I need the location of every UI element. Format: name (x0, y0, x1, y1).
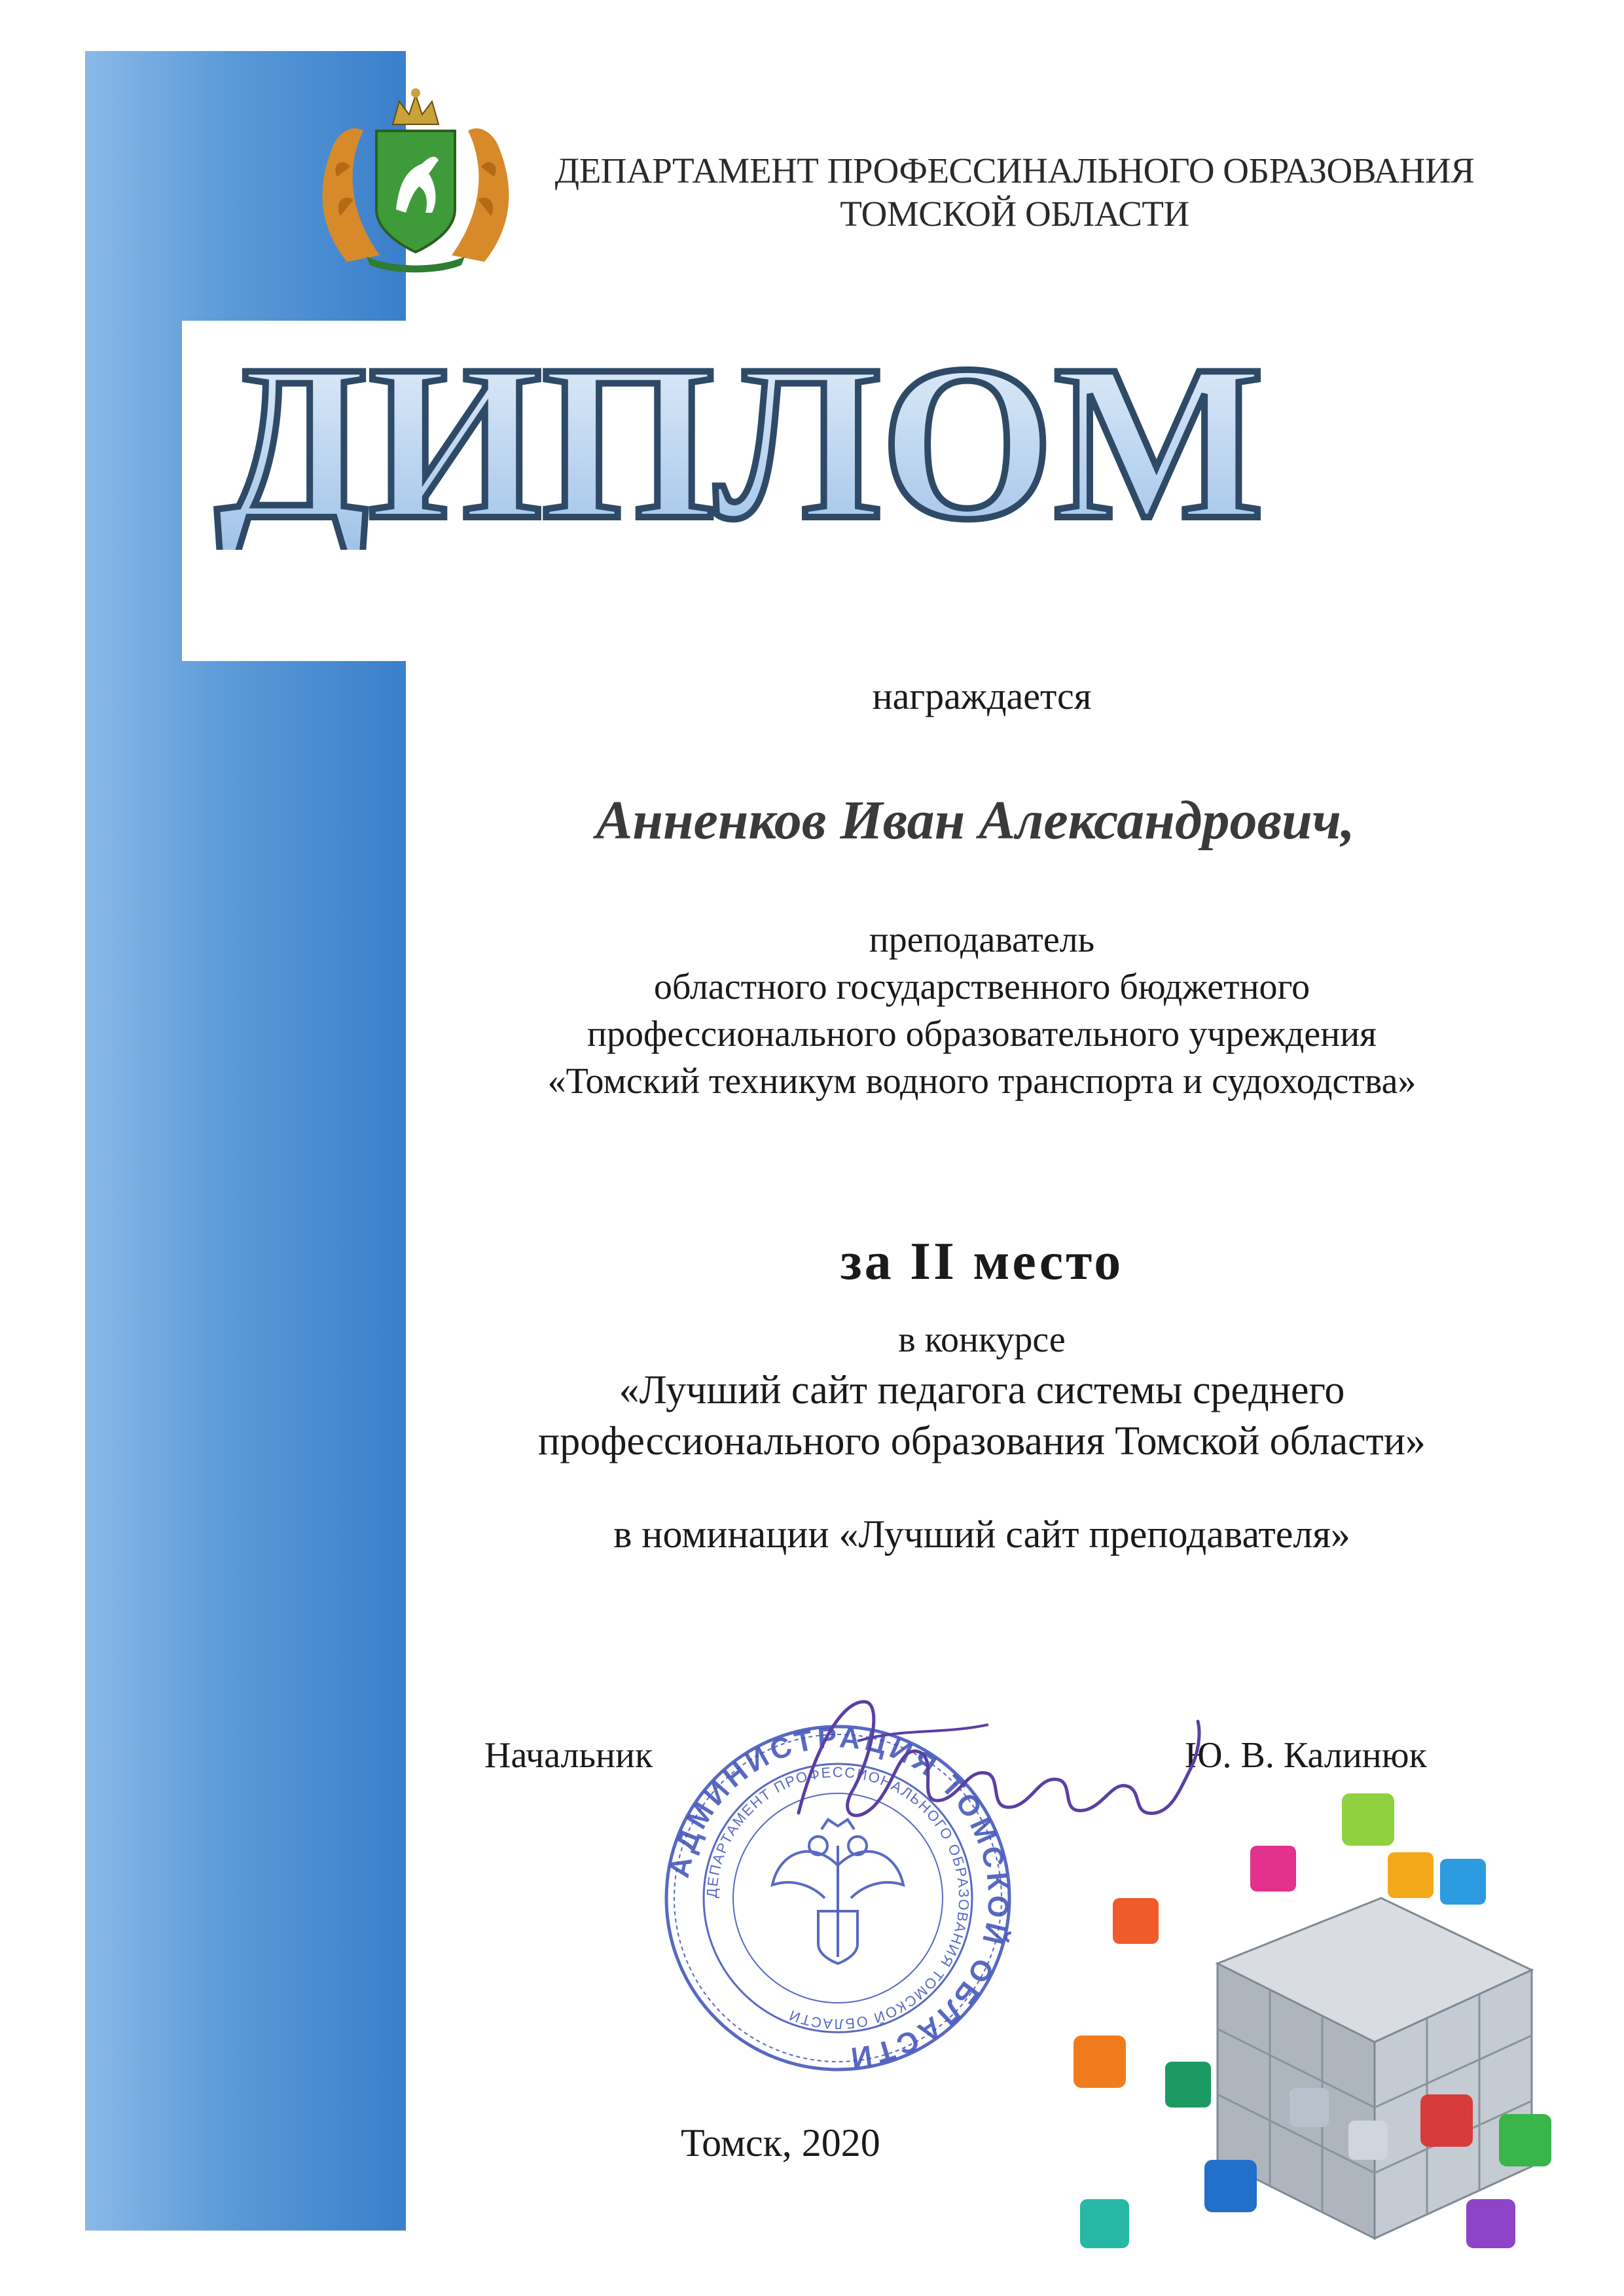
recipient-position (458, 916, 1506, 1105)
position-line: профессионального образовательного учреждения (587, 1014, 1377, 1054)
contest-name (393, 1365, 1571, 1467)
department-line-1: ДЕПАРТАМЕНТ ПРОФЕССИНАЛЬНОГО ОБРАЗОВАНИЯ (554, 151, 1475, 190)
place-date: Томск, 2020 (681, 2121, 880, 2164)
signatory-name: Ю. В. Калинюк (1185, 1735, 1427, 1776)
recipient-name: Анненков Иван Александрович, (596, 790, 1355, 851)
nomination: в номинации «Лучший сайт преподавателя» (613, 1513, 1350, 1556)
contest-name-line-1: «Лучший сайт педагога системы среднего (619, 1368, 1345, 1412)
award-place: за II место (840, 1231, 1124, 1291)
department-header (537, 149, 1492, 236)
position-line: преподаватель (869, 920, 1095, 960)
awarded-label: награждается (872, 675, 1092, 717)
signatory-title: Начальник (484, 1735, 653, 1776)
diploma-title (190, 327, 1290, 550)
department-line-2: ТОМСКОЙ ОБЛАСТИ (840, 194, 1189, 234)
coat-of-arms-icon (308, 85, 524, 275)
position-line: «Томский техникум водного транспорта и судоходства» (547, 1061, 1416, 1102)
contest-name-line-2: профессионального образования Томской области» (538, 1419, 1426, 1463)
stamp-inner-text: ДЕПАРТАМЕНТ ПРОФЕССИОНАЛЬНОГО ОБРАЗОВАНИЯ ТОМСКОЙ ОБЛАСТИ (703, 1763, 973, 2033)
stamp-outer-text: АДМИНИСТРАЦИЯ ТОМСКОЙ ОБЛАСТИ (662, 1721, 1015, 2075)
app-cube-icon (1074, 1780, 1584, 2278)
diploma-title-text: ДИПЛОМ (215, 327, 1264, 550)
position-line: областного государственного бюджетного (653, 967, 1310, 1007)
contest-prefix: в конкурсе (898, 1319, 1066, 1360)
